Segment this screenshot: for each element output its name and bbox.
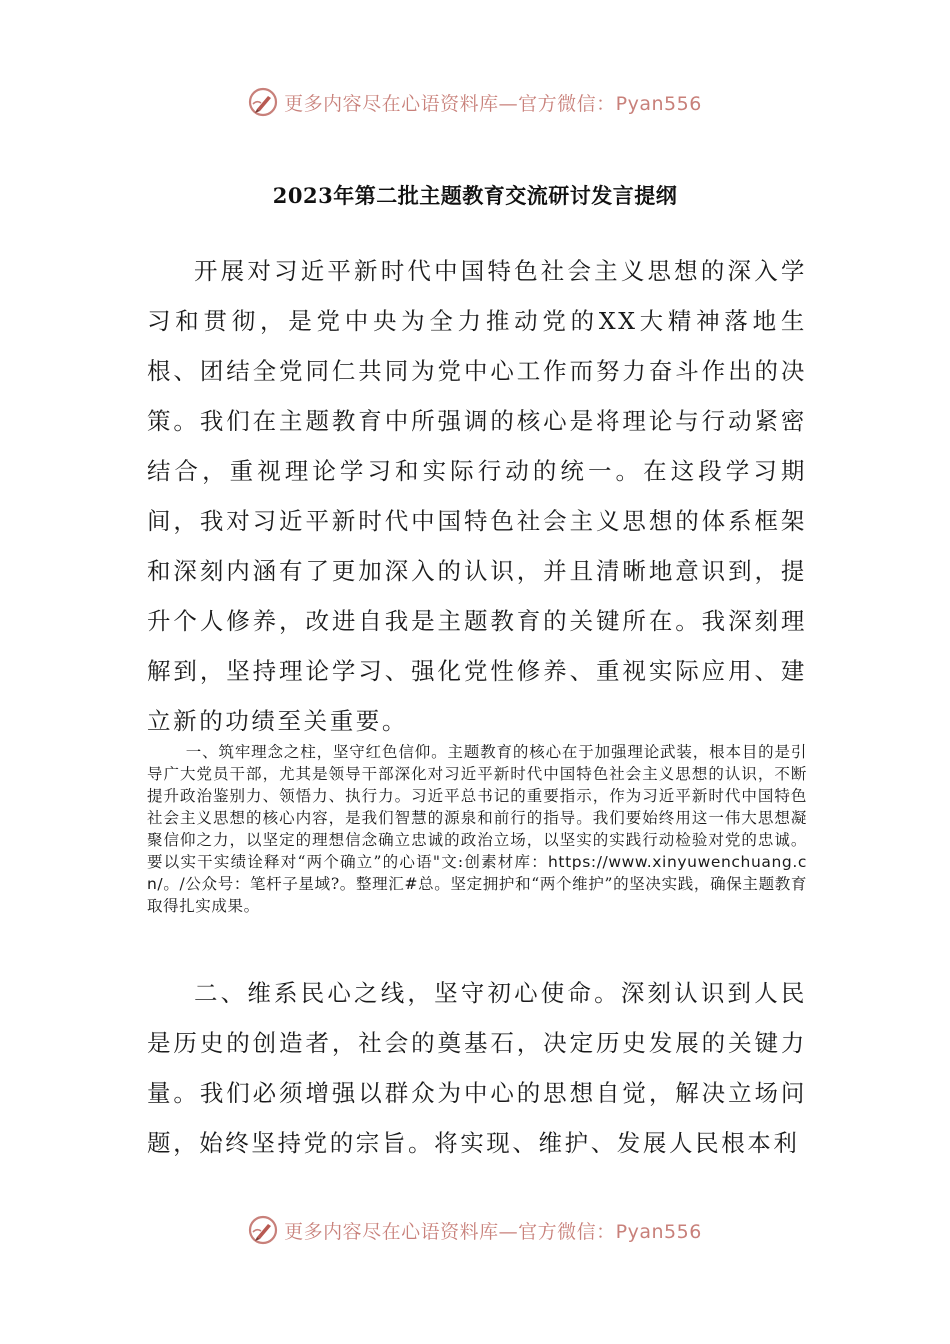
header-banner	[0, 82, 950, 122]
document-title: 2023年第二批主题教育交流研讨发言提纲	[272, 183, 678, 208]
pen-logo-icon	[248, 1215, 278, 1245]
section-one-text-start: 一、筑牢理念之柱，坚守红色信仰。主题教育的核心在于加强理论武装，根本目的是引导广大党员干部，尤其是领导干部深化对习近平新时代中国特色社会主义思想的认识，不断提升政治鉴别力、领悟力、执行力。习近平总书记的重要指示，作为习近平新时代中国特色社会主义思想的核心内容，是我们智慧的源泉和前行的指导。我们要始终用这一伟大思想凝聚信仰之力，以坚定的理想信念确立忠诚的政治立场，以坚实的实践行动检验对党的忠诚。要以实干实绩诠释对“两个确立”的心语"文:创素材库：	[147, 743, 807, 871]
section-one-text-end: 。/公众号：笔杆子星域?。整理汇#总。坚定拥护和“两个维护”的坚决实践，确保主题教育取得扎实成果。	[147, 875, 807, 915]
section-one-url: https://www.xinyuwenchuang.cn/	[147, 853, 807, 893]
paragraph-intro: 开展对习近平新时代中国特色社会主义思想的深入学习和贯彻，是党中央为全力推动党的XX大精神落地生根、团结全党同仁共同为党中心工作而努力奋斗作出的决策。我们在主题教育中所强调的核心是将理论与行动紧密结合，重视理论学习和实际行动的统一。在这段学习期间，我对习近平新时代中国特色社会主义思想的体系框架和深刻内涵有了更加深入的认识，并且清晰地意识到，提升个人修养，改进自我是主题教育的关键所在。我深刻理解到，坚持理论学习、强化党性修养、重视实际应用、建立新的功绩至关重要。	[147, 257, 807, 735]
pen-logo-icon	[248, 87, 278, 117]
header-banner-text: 更多内容尽在心语资料库—官方微信：Pyan556	[284, 92, 702, 115]
paragraph-section-one	[147, 741, 807, 917]
footer-banner	[0, 1210, 950, 1250]
paragraph-section-two: 二、维系民心之线，坚守初心使命。深刻认识到人民是历史的创造者，社会的奠基石，决定历史发展的关键力量。我们必须增强以群众为中心的思想自觉，解决立场问题，始终坚持党的宗旨。将实现、维护、发展人民根本利	[147, 979, 807, 1157]
header-wechat-id: Pyan556	[615, 92, 702, 115]
footer-banner-text: 更多内容尽在心语资料库—官方微信：Pyan556	[284, 1220, 702, 1243]
footer-wechat-id: Pyan556	[615, 1220, 702, 1243]
